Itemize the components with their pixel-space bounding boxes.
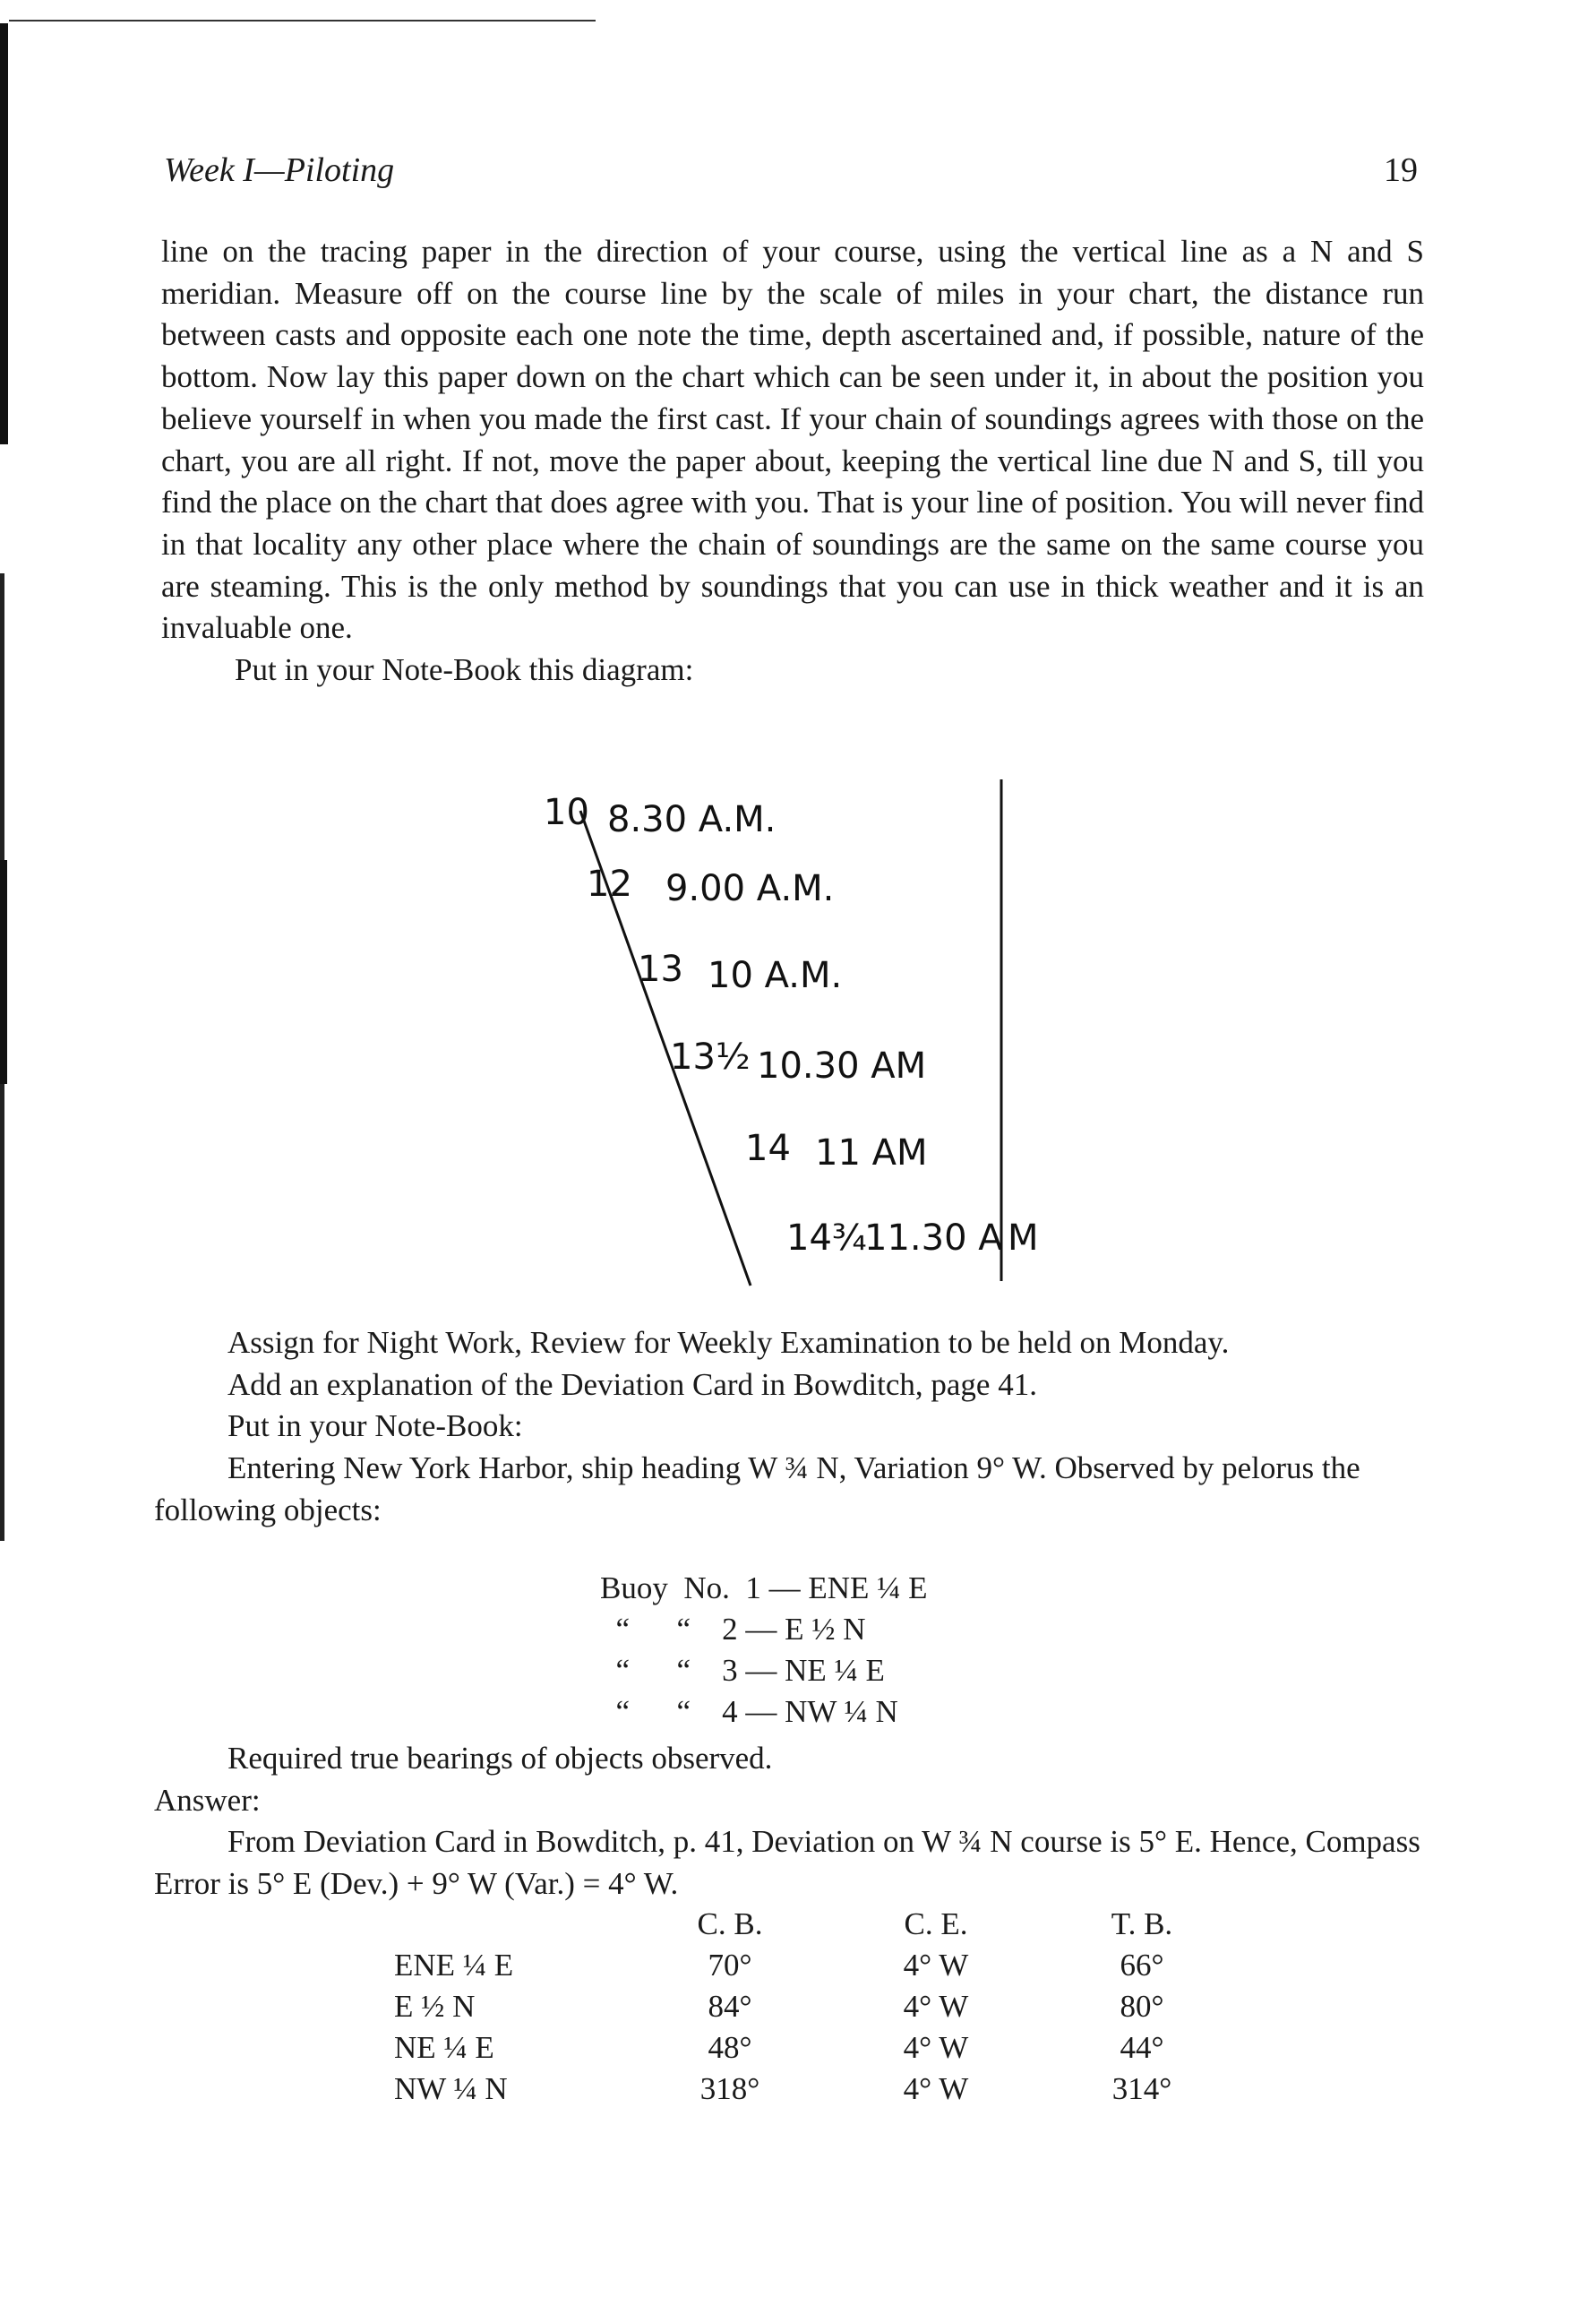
table-row — [394, 1945, 1245, 1986]
table-cell: 4° W — [903, 1989, 969, 2024]
table-cell: E ½ N — [394, 1989, 476, 2024]
table-cell: NW ¼ N — [394, 2071, 508, 2106]
required-paragraph: Required true bearings of objects observed. — [227, 1741, 773, 1776]
time-label: 10.30 AM — [757, 1045, 927, 1087]
buoy-line: “ “ 3 — NE ¼ E — [600, 1653, 885, 1688]
depth-label: 14¾ — [786, 1217, 867, 1259]
table-row — [394, 2069, 1245, 2110]
table-cell: 80° — [1120, 1989, 1164, 2024]
table-header-row — [394, 1904, 1245, 1945]
table-cell: 70° — [708, 1948, 752, 1983]
bearings-table — [394, 1904, 1245, 2110]
table-cell: 66° — [1120, 1948, 1164, 1983]
table-row — [394, 2027, 1245, 2069]
table-cell: 48° — [708, 2030, 752, 2065]
buoy-line: Buoy No. 1 — ENE ¼ E — [600, 1570, 928, 1605]
running-title: Week I—Piloting — [164, 151, 395, 189]
table-cell: 44° — [1120, 2030, 1164, 2065]
depth-label: 13½ — [670, 1037, 751, 1078]
table-row — [394, 1986, 1245, 2027]
time-label: 8.30 A.M. — [607, 799, 777, 840]
table-header — [394, 1904, 627, 1945]
table-cell: 318° — [699, 2071, 760, 2106]
table-cell: 4° W — [903, 1948, 969, 1983]
meridian-label: M — [1008, 1217, 1039, 1259]
entering-paragraph: Entering New York Harbor, ship heading W ¾ N, Variation 9° W. Observed by pelorus the following objects: — [154, 1450, 1360, 1527]
buoy-list — [600, 1568, 928, 1733]
table-header: T. B. — [1111, 1906, 1173, 1941]
table-cell: 314° — [1111, 2071, 1172, 2106]
put-paragraph: Put in your Note-Book: — [227, 1408, 523, 1444]
time-label: 10 A.M. — [708, 955, 843, 996]
buoy-line: “ “ 4 — NW ¼ N — [600, 1694, 898, 1729]
time-label: 11 AM — [815, 1132, 928, 1174]
table-cell: NE ¼ E — [394, 2030, 494, 2065]
table-cell: 4° W — [903, 2071, 969, 2106]
table-header: C. E. — [904, 1906, 968, 1941]
depth-label: 13 — [638, 949, 683, 990]
assign-paragraph: Assign for Night Work, Review for Weekly Examination to be held on Monday. — [227, 1325, 1230, 1360]
from-paragraph: From Deviation Card in Bowditch, p. 41, Deviation on W ¾ N course is 5° E. Hence, Compass Error is 5° E (Dev.) + 9° W (Var.) = 4° W. — [154, 1824, 1420, 1902]
time-label: 9.00 A.M. — [665, 868, 835, 909]
time-label: 11.30 A — [864, 1217, 1003, 1259]
buoy-line: “ “ 2 — E ½ N — [600, 1612, 866, 1647]
answer-section — [154, 1738, 1426, 1905]
page-number: 19 — [1384, 151, 1418, 189]
paragraph-tracing-paper: line on the tracing paper in the direction of your course, using the vertical line as a N and S meridian. Measure off on the course line by the scale of miles in your chart, the distance run between casts and opposite each one note the time, depth ascertained and, if possible, nature of the bottom. Now lay this paper down on the chart which can be seen under it, in about the position you believe yourself in when you made the first cast. If your chain of soundings agrees with those on the chart, you are all right. If not, move the paper about, keeping the vertical line due N and S, till you find the place on the chart that does agree with you. That is your line of position. You will never find in that locality any other place where the chain of soundings are the same on the same course you are steaming. This is the only method by soundings that you can use in thick weather and it is an invaluable one. — [161, 234, 1424, 646]
table-header: C. B. — [697, 1906, 763, 1941]
depth-label: 14 — [745, 1128, 791, 1169]
add-paragraph: Add an explanation of the Deviation Card in Bowditch, page 41. — [227, 1366, 1037, 1402]
paragraph-diagram-intro: Put in your Note-Book this diagram: — [235, 652, 694, 688]
table-cell: ENE ¼ E — [394, 1948, 514, 1983]
depth-label: 10 — [544, 792, 589, 833]
depth-label: 12 — [587, 864, 632, 905]
assignment-section — [154, 1322, 1426, 1532]
table-cell: 84° — [708, 1989, 752, 2024]
answer-label: Answer: — [154, 1782, 261, 1818]
table-cell: 4° W — [903, 2030, 969, 2065]
